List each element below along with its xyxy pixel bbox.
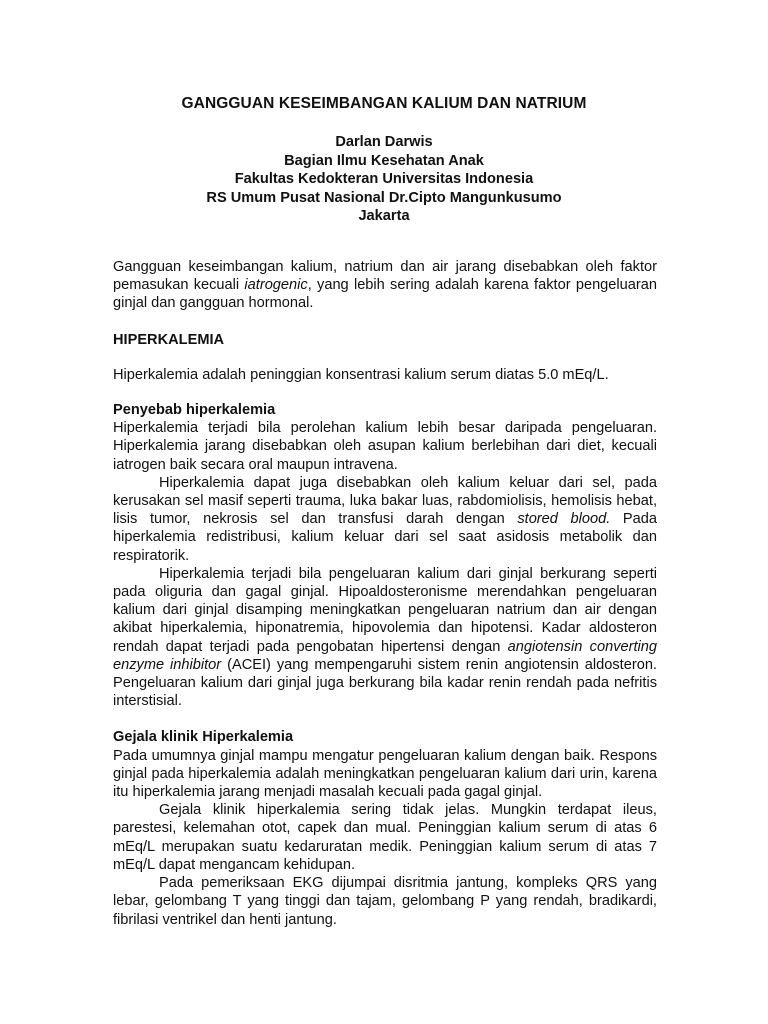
intro-italic-term: iatrogenic: [244, 277, 308, 294]
gejala-paragraph-3: Pada pemeriksaan EKG dijumpai disritmia jantung, kompleks QRS yang lebar, gelombang T yang tinggi dan tajam, gelombang P yang rendah, bradikardi, fibrilasi ventrikel dan henti jantung.: [113, 875, 657, 928]
author-block: [0, 133, 768, 226]
affiliation-city: Jakarta: [358, 208, 410, 225]
intro-paragraph: [113, 258, 657, 313]
penyebab-p3-text-1: Hiperkalemia terjadi bila pengeluaran kalium dari ginjal berkurang seperti pada oliguria dan gagal ginjal. Hipoaldosteronisme merendahkan pengeluaran kalium dari ginjal disamping meningkatkan pengeluaran natrium dan air dengan akibat hiperkalemia, hiponatremia, hipovolemia dan hipotensi. Kadar aldosteron rendah dapat terjadi pada pengobatan hipertensi dengan: [113, 565, 657, 655]
affiliation-department: Bagian Ilmu Kesehatan Anak: [284, 152, 484, 169]
subheading-penyebab: Penyebab hiperkalemia: [113, 402, 276, 419]
intro-text-1: Gangguan keseimbangan kalium, natrium dan air jarang disebabkan oleh faktor pemasukan kecuali: [113, 259, 657, 294]
hiperkalemia-definition: Hiperkalemia adalah peninggian konsentrasi kalium serum diatas 5.0 mEq/L.: [113, 366, 609, 383]
document-body: [113, 258, 657, 929]
affiliation-faculty: Fakultas Kedokteran Universitas Indonesia: [234, 171, 534, 188]
penyebab-paragraph-3: [113, 565, 657, 711]
penyebab-p3-italic-term: angiotensin converting enzyme inhibitor: [113, 638, 657, 673]
intro-text-2: , yang lebih sering adalah karena faktor pengeluaran ginjal dan gangguan hormonal.: [113, 277, 657, 312]
affiliation-hospital: RS Umum Pusat Nasional Dr.Cipto Mangunkusumo: [206, 189, 562, 206]
author-name: Darlan Darwis: [335, 134, 433, 150]
subheading-gejala: Gejala klinik Hiperkalemia: [113, 729, 294, 746]
penyebab-paragraph-2: [113, 474, 657, 565]
penyebab-p2-text-1: Hiperkalemia dapat juga disebabkan oleh kalium keluar dari sel, pada kerusakan sel masif seperti trauma, luka bakar luas, rabdomiolisis, hemolisis hebat, lisis tumor, nekrosis sel dan transfusi darah dengan: [113, 474, 657, 528]
penyebab-p3-text-2: (ACEI) yang mempengaruhi sistem renin angiotensin aldosteron. Pengeluaran kalium dari ginjal juga berkurang bila kadar renin rendah pada nefritis interstisial.: [113, 656, 657, 710]
document-title: GANGGUAN KESEIMBANGAN KALIUM DAN NATRIUM: [181, 95, 587, 112]
penyebab-paragraph-1: Hiperkalemia terjadi bila perolehan kalium lebih besar daripada pengeluaran. Hiperkalemia jarang disebabkan oleh asupan kalium berlebihan dari diet, kecuali iatrogen baik secara oral maupun intravena.: [113, 420, 657, 473]
penyebab-p2-text-2: Pada hiperkalemia redistribusi, kalium keluar dari sel saat asidosis metabolik dan respiratorik.: [113, 511, 657, 564]
penyebab-p2-italic-term: stored blood.: [517, 511, 611, 528]
section-heading-hiperkalemia: HIPERKALEMIA: [113, 331, 225, 348]
gejala-paragraph-1: Pada umumnya ginjal mampu mengatur pengeluaran kalium dengan baik. Respons ginjal pada hiperkalemia adalah meningkatkan pengeluaran kalium dari urin, karena itu hiperkalemia jarang menjadi masalah kecuali pada gagal ginjal.: [113, 747, 657, 801]
gejala-paragraph-2: Gejala klinik hiperkalemia sering tidak jelas. Mungkin terdapat ileus, parestesi, kelemahan otot, capek dan mual. Peninggian kalium serum di atas 6 mEq/L merupakan suatu kedaruratan medik. Peninggian kalium serum di atas 7 mEq/L dapat mengancam kehidupan.: [113, 802, 657, 873]
